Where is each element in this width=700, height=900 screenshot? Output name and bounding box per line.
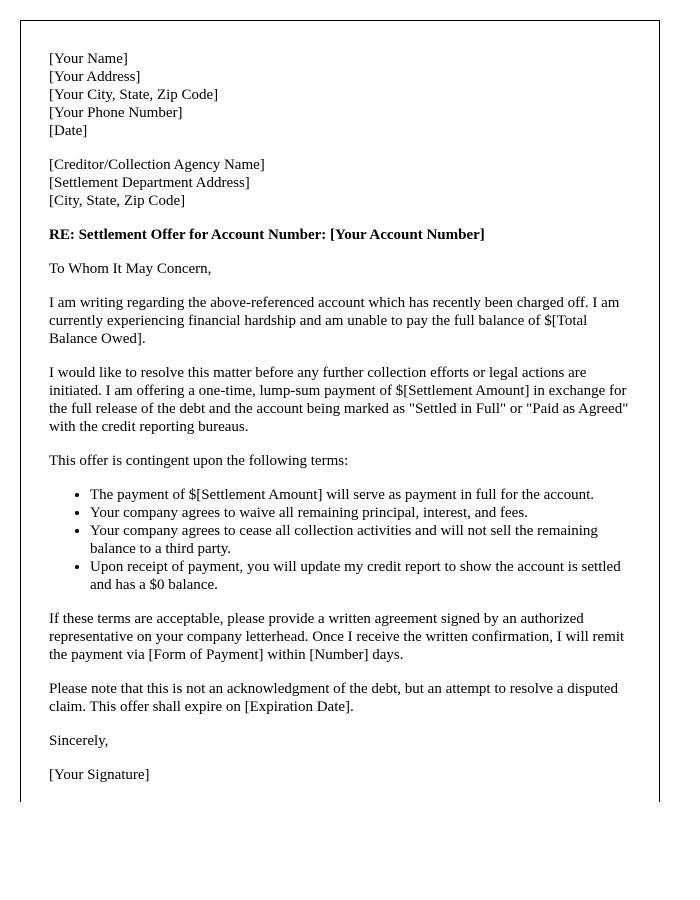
terms-list xyxy=(49,486,631,594)
terms-list-item: • The payment of $[Settlement Amount] will serve as payment in full for the account. xyxy=(90,486,631,504)
sender-block xyxy=(49,50,631,140)
closing-paragraph: Please note that this is not an acknowledgment of the debt, but an attempt to resolve a disputed claim. This offer shall expire on [Expiration Date]. xyxy=(49,681,619,715)
terms-list-item: • Your company agrees to cease all collection activities and will not sell the remaining balance to a third party. xyxy=(90,522,631,558)
subject-line: RE: Settlement Offer for Account Number: [Your Account Number] xyxy=(49,227,485,243)
recipient-address: [Settlement Department Address] xyxy=(49,175,250,191)
sender-city-state-zip: [Your City, State, Zip Code] xyxy=(49,87,219,103)
terms-list-item: • Your company agrees to waive all remaining principal, interest, and fees. xyxy=(90,504,631,522)
sender-name: [Your Name] xyxy=(49,51,128,67)
recipient-block xyxy=(49,156,631,210)
body-paragraph: I would like to resolve this matter before any further collection efforts or legal actions are initiated. I am offering a one-time, lump-sum payment of $[Settlement Amount] in exchange for the full release of the debt and the account being marked as "Settled in Full" or "Paid as Agreed" with the credit reporting bureaus. xyxy=(49,365,629,435)
body-paragraph: This offer is contingent upon the following terms: xyxy=(49,453,349,469)
sender-address: [Your Address] xyxy=(49,69,141,85)
terms-list-item: • Upon receipt of payment, you will update my credit report to show the account is settled and has a $0 balance. xyxy=(90,558,631,594)
letter-date: [Date] xyxy=(49,123,88,139)
signature: [Your Signature] xyxy=(49,767,150,783)
sign-off: Sincerely, xyxy=(49,733,109,749)
recipient-name: [Creditor/Collection Agency Name] xyxy=(49,157,265,173)
body-paragraph: I am writing regarding the above-referenced account which has recently been charged off. I am currently experiencing financial hardship and am unable to pay the full balance of $[Total Balance Owed]. xyxy=(49,295,620,347)
salutation: To Whom It May Concern, xyxy=(49,261,212,277)
sender-phone: [Your Phone Number] xyxy=(49,105,183,121)
closing-paragraph: If these terms are acceptable, please provide a written agreement signed by an authorized representative on your company letterhead. Once I receive the written confirmation, I will remit the payment via [Form of Payment] within [Number] days. xyxy=(49,611,625,663)
letter-page xyxy=(20,20,660,802)
recipient-city-state-zip: [City, State, Zip Code] xyxy=(49,193,186,209)
